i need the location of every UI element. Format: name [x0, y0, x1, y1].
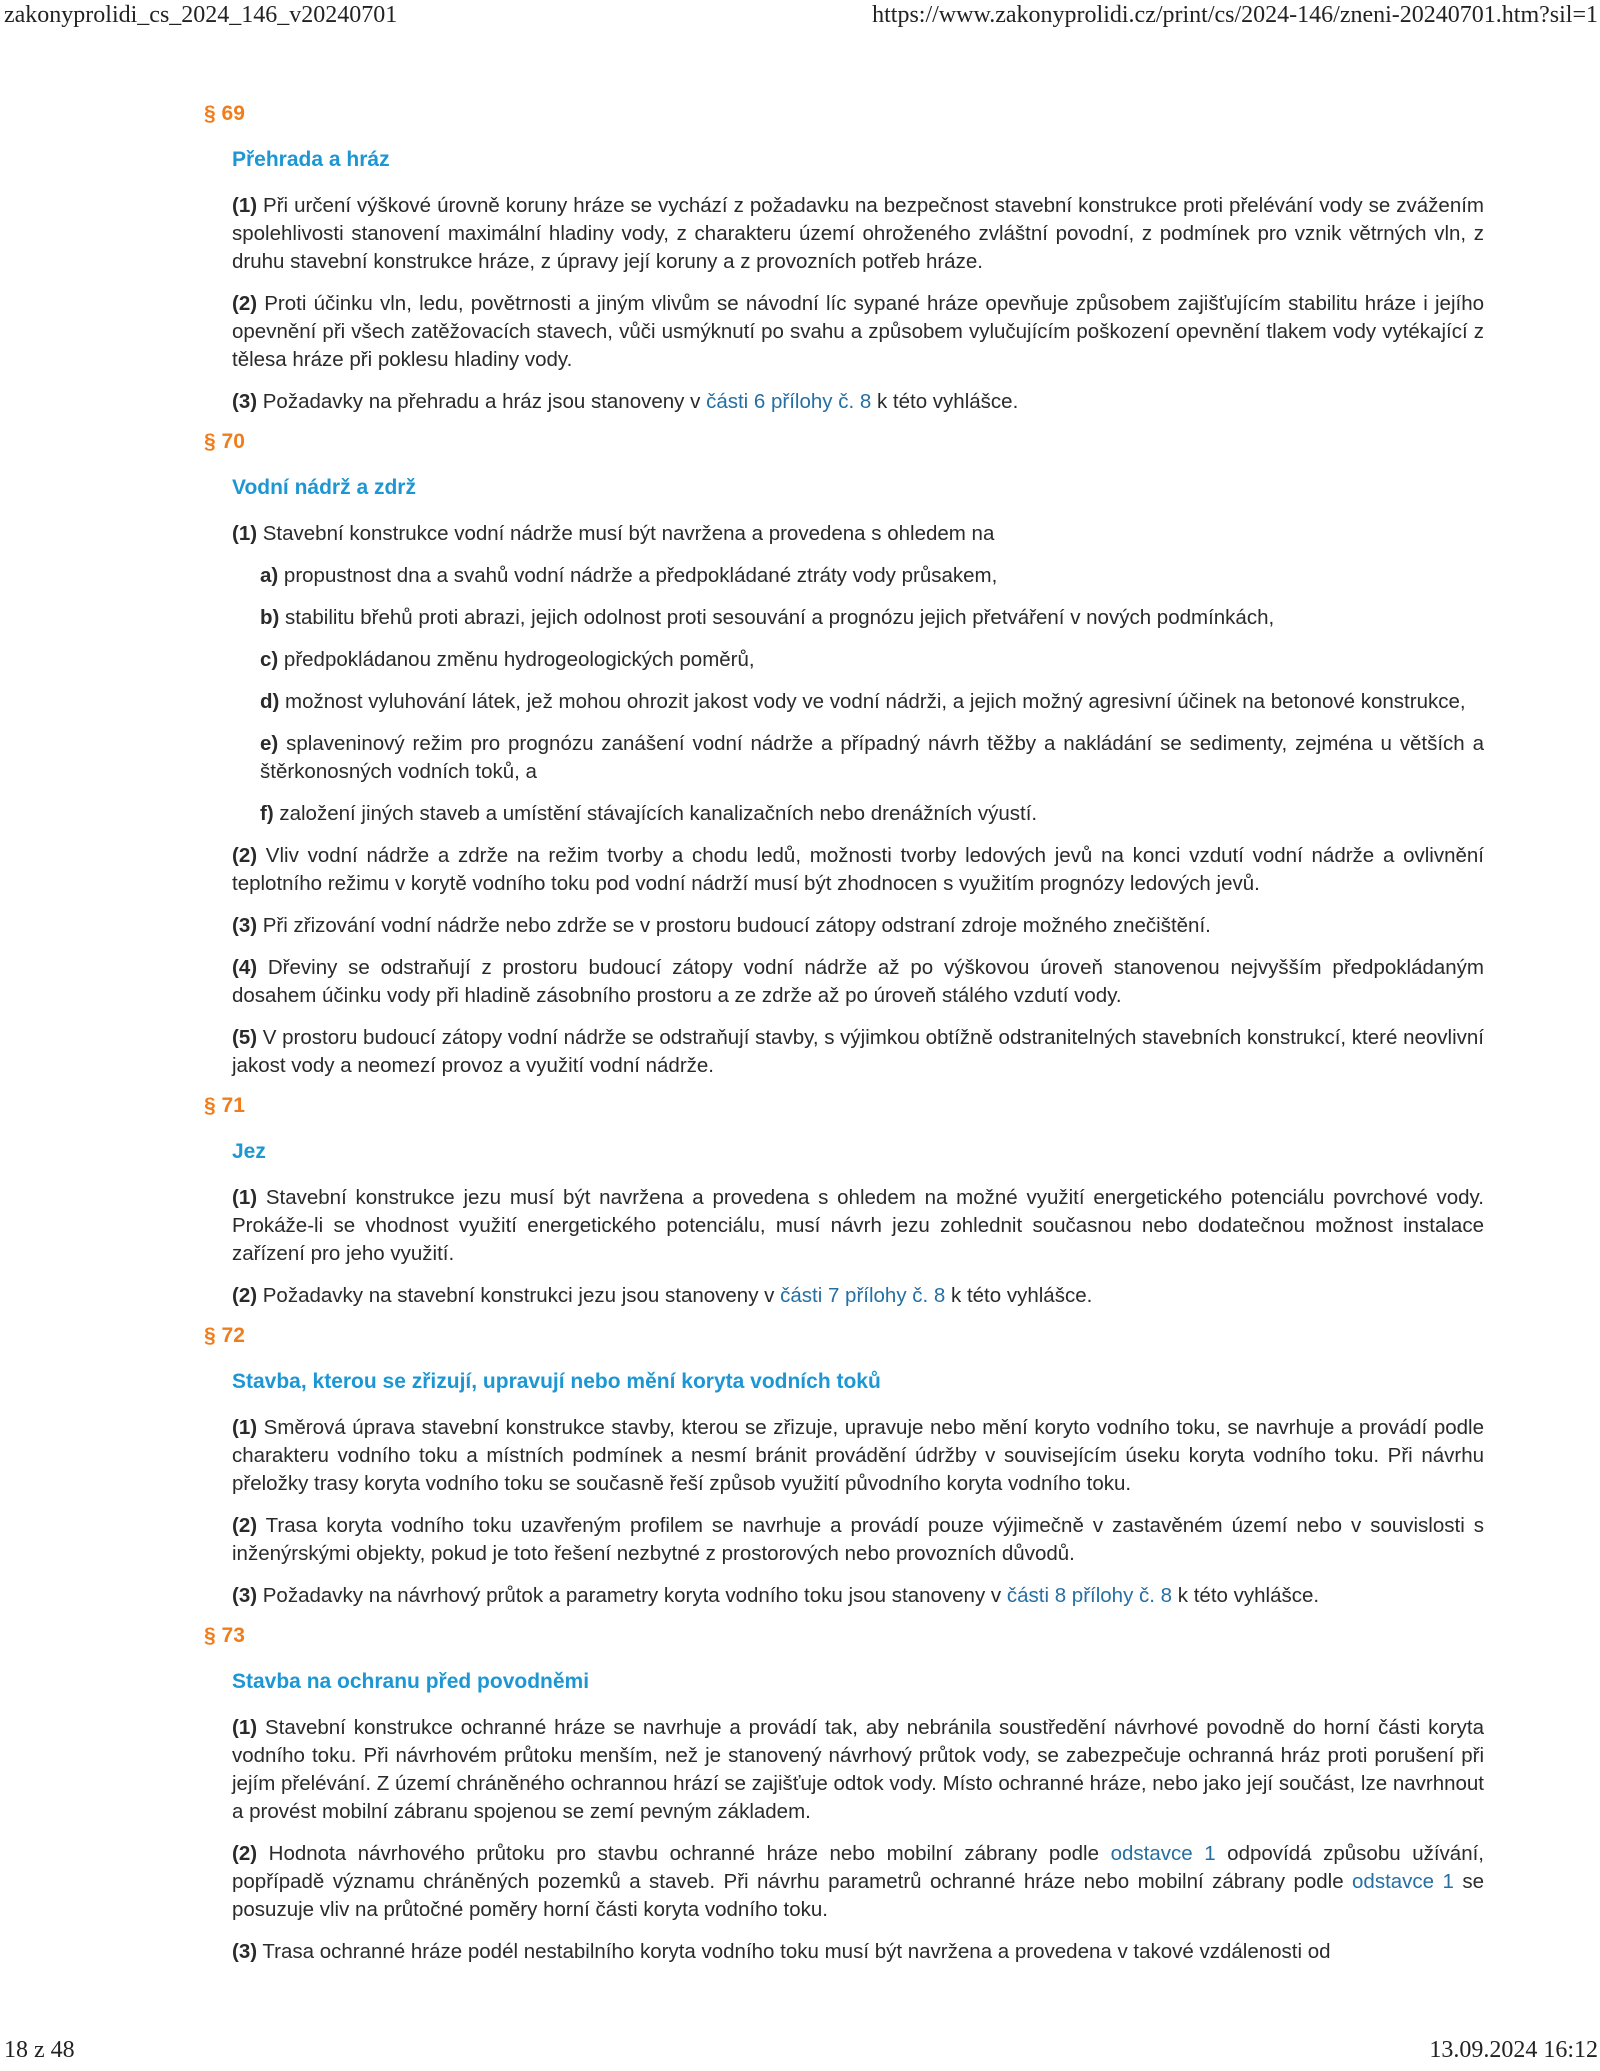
paragraph-text: k této vyhlášce. [945, 1284, 1093, 1307]
section-title: Jez [232, 1140, 266, 1163]
paragraph-number: (2) [232, 1842, 258, 1865]
section-number: § 69 [204, 102, 245, 125]
paragraph-number: (4) [232, 956, 258, 979]
print-datetime: 13.09.2024 16:12 [1429, 2037, 1598, 2063]
paragraph-text: Požadavky na přehradu a hráz jsou stanoveny v [257, 390, 707, 413]
section-title: Stavba na ochranu před povodněmi [232, 1670, 590, 1693]
paragraph-text: Trasa ochranné hráze podél nestabilního koryta vodního toku musí být navržena a provedena v takové vzdálenosti od [257, 1940, 1331, 1963]
item-text: možnost vyluhování látek, jež mohou ohrozit jakost vody ve vodní nádrži, a jejich možný agresivní účinek na betonové konstrukce, [279, 690, 1466, 713]
section-number: § 71 [204, 1094, 245, 1117]
paragraph-number: (1) [232, 1716, 258, 1739]
paragraph-text: odpovídá způsobu užívání, popřípadě významu chráněných pozemků a staveb. Při návrhu parametrů ochranné hráze nebo mobilní zábrany podle [232, 1842, 1484, 1893]
section-69 [204, 102, 1484, 416]
document-url: https://www.zakonyprolidi.cz/print/cs/2024-146/zneni-20240701.htm?sil=1 [872, 2, 1598, 28]
paragraph [232, 1582, 1484, 1610]
paragraph-text: Hodnota návrhového průtoku pro stavbu ochranné hráze nebo mobilní zábrany podle [257, 1842, 1111, 1865]
paragraph [232, 520, 1484, 548]
paragraph [232, 1512, 1484, 1568]
page-counter: 18 z 48 [4, 2037, 75, 2063]
item-letter: f) [260, 802, 274, 825]
paragraph-text: Stavební konstrukce jezu musí být navržena a provedena s ohledem na možné využití energetického potenciálu povrchové vody. Prokáže-li se vhodnost využití energetického potenciálu, musí návrh jezu zohlednit současnou nebo dodatečnou možnost instalace zařízení pro jeho využití. [232, 1186, 1484, 1265]
paragraph-number: (3) [232, 914, 258, 937]
paragraph-number: (3) [232, 1584, 258, 1607]
paragraph [232, 954, 1484, 1010]
list-item [260, 730, 1484, 786]
paragraph-text: Při zřizování vodní nádrže nebo zdrže se v prostoru budoucí zátopy odstraní zdroje možného znečištění. [257, 914, 1211, 937]
section-title: Vodní nádrž a zdrž [232, 476, 416, 499]
item-text: předpokládanou změnu hydrogeologických poměrů, [278, 648, 755, 671]
paragraph-text: Proti účinku vln, ledu, povětrnosti a jiným vlivům se návodní líc sypané hráze opevňuje způsobem zajišťujícím stabilitu hráze i jejího opevnění při všech zatěžovacích stavech, vůči usmýknutí po svahu a způsobem vylučujícím poškození opevnění tlakem vody vytékající z tělesa hráze při poklesu hladiny vody. [232, 292, 1484, 371]
section-71 [204, 1094, 1484, 1310]
paragraph-link[interactable]: odstavce 1 [1352, 1870, 1454, 1893]
paragraph [232, 1184, 1484, 1268]
paragraph-number: (2) [232, 844, 258, 867]
law-content [204, 102, 1484, 1980]
item-text: splaveninový režim pro prognózu zanášení vodní nádrže a případný návrh těžby a nakládání se sedimenty, zejména u větších a štěrkonosných vodních toků, a [260, 732, 1484, 783]
annex-link[interactable]: části 8 přílohy č. 8 [1006, 1584, 1173, 1607]
paragraph [232, 1282, 1484, 1310]
paragraph-text: Směrová úprava stavební konstrukce stavby, kterou se zřizuje, upravuje nebo mění koryto vodního toku, se navrhuje a provádí podle charakteru vodního toku a místních podmínek a nesmí bránit provádění údržby v souvisejícím úseku koryta vodního toku. Při návrhu přeložky trasy koryta vodního toku se současně řeší způsob využití původního koryta vodního toku. [232, 1416, 1484, 1495]
section-title: Přehrada a hráz [232, 148, 390, 171]
paragraph-number: (2) [232, 1514, 258, 1537]
paragraph-number: (3) [232, 390, 258, 413]
paragraph-text: Stavební konstrukce ochranné hráze se navrhuje a provádí tak, aby nebránila soustředění návrhové povodně do horní části koryta vodního toku. Při návrhovém průtoku menším, než je stanovený návrhový průtok vody, se zabezpečuje ochranná hráz proti porušení při jejím přelévání. Z území chráněného ochrannou hrází se zajišťuje odtok vody. Místo ochranné hráze, nebo jako její součást, lze navrhnout a provést mobilní zábranu spojenou se zemí pevným základem. [232, 1716, 1484, 1823]
item-letter: a) [260, 564, 279, 587]
paragraph-text: Požadavky na návrhový průtok a parametry koryta vodního toku jsou stanoveny v [257, 1584, 1007, 1607]
paragraph [232, 1714, 1484, 1826]
paragraph [232, 1414, 1484, 1498]
item-letter: b) [260, 606, 280, 629]
paragraph [232, 912, 1484, 940]
paragraph-text: Trasa koryta vodního toku uzavřeným profilem se navrhuje a provádí pouze výjimečně v zastavěném území nebo v souvislosti s inženýrskými objekty, pokud je toto řešení nezbytné z prostorových nebo provozních důvodů. [232, 1514, 1484, 1565]
list-item [260, 604, 1484, 632]
paragraph [232, 192, 1484, 276]
section-number: § 73 [204, 1624, 245, 1647]
section-number: § 70 [204, 430, 245, 453]
paragraph [232, 388, 1484, 416]
section-73 [204, 1624, 1484, 1966]
paragraph [232, 1840, 1484, 1924]
item-text: stabilitu břehů proti abrazi, jejich odolnost proti sesouvání a prognózu jejich přetváření v nových podmínkách, [279, 606, 1275, 629]
item-letter: c) [260, 648, 279, 671]
print-footer [0, 2035, 1600, 2071]
paragraph [232, 290, 1484, 374]
paragraph [232, 1024, 1484, 1080]
paragraph-text: Vliv vodní nádrže a zdrže na režim tvorby a chodu ledů, možnosti tvorby ledových jevů na konci vzdutí vodní nádrže a ovlivnění teplotního režimu v korytě vodního toku pod vodní nádrží musí být zhodnocen s využitím prognózy ledových jevů. [232, 844, 1484, 895]
paragraph-text: k této vyhlášce. [871, 390, 1019, 413]
paragraph-text: se posuzuje vliv na průtočné poměry horní části koryta vodního toku. [232, 1870, 1484, 1921]
document-id: zakonyprolidi_cs_2024_146_v20240701 [4, 2, 398, 28]
section-70 [204, 430, 1484, 1080]
paragraph-number: (1) [232, 1186, 258, 1209]
annex-link[interactable]: části 7 přílohy č. 8 [780, 1284, 946, 1307]
list-item [260, 646, 1484, 674]
section-72 [204, 1324, 1484, 1610]
paragraph-number: (5) [232, 1026, 258, 1049]
item-text: propustnost dna a svahů vodní nádrže a předpokládané ztráty vody průsakem, [278, 564, 998, 587]
paragraph-text: Při určení výškové úrovně koruny hráze se vychází z požadavku na bezpečnost stavební konstrukce proti přelévání vody se zvážením spolehlivosti stanovení maximální hladiny vody, z charakteru území ohroženého zvláštní povodní, z podmínek pro vznik větrných vln, z druhu stavební konstrukce hráze, z úpravy její koruny a z provozních potřeb hráze. [232, 194, 1484, 273]
paragraph-link[interactable]: odstavce 1 [1110, 1842, 1216, 1865]
paragraph-number: (1) [232, 522, 258, 545]
section-number: § 72 [204, 1324, 245, 1347]
paragraph [232, 842, 1484, 898]
item-letter: e) [260, 732, 279, 755]
paragraph-number: (2) [232, 1284, 258, 1307]
item-letter: d) [260, 690, 280, 713]
item-text: založení jiných staveb a umístění stávajících kanalizačních nebo drenážních výustí. [273, 802, 1038, 825]
paragraph-text: Požadavky na stavební konstrukci jezu jsou stanoveny v [257, 1284, 781, 1307]
paragraph-text: Stavební konstrukce vodní nádrže musí být navržena a provedena s ohledem na [257, 522, 995, 545]
list-item [260, 562, 1484, 590]
list-item [260, 688, 1484, 716]
paragraph-number: (1) [232, 194, 258, 217]
paragraph-text: Dřeviny se odstraňují z prostoru budoucí zátopy vodní nádrže až po výškovou úroveň stanovenou nejvyšším předpokládaným dosahem účinku vody při hladině zásobního prostoru a ze zdrže až po úroveň stálého vzdutí vody. [232, 956, 1484, 1007]
paragraph-number: (3) [232, 1940, 258, 1963]
list-item [260, 800, 1484, 828]
paragraph-number: (2) [232, 292, 258, 315]
paragraph [232, 1938, 1484, 1966]
section-title: Stavba, kterou se zřizují, upravují nebo mění koryta vodních toků [232, 1370, 881, 1393]
print-header [0, 0, 1600, 36]
paragraph-text: V prostoru budoucí zátopy vodní nádrže se odstraňují stavby, s výjimkou obtížně odstranitelných stavebních konstrukcí, které neovlivní jakost vody a neomezí provoz a využití vodní nádrže. [232, 1026, 1484, 1077]
annex-link[interactable]: části 6 přílohy č. 8 [706, 390, 872, 413]
paragraph-number: (1) [232, 1416, 258, 1439]
paragraph-text: k této vyhlášce. [1172, 1584, 1320, 1607]
